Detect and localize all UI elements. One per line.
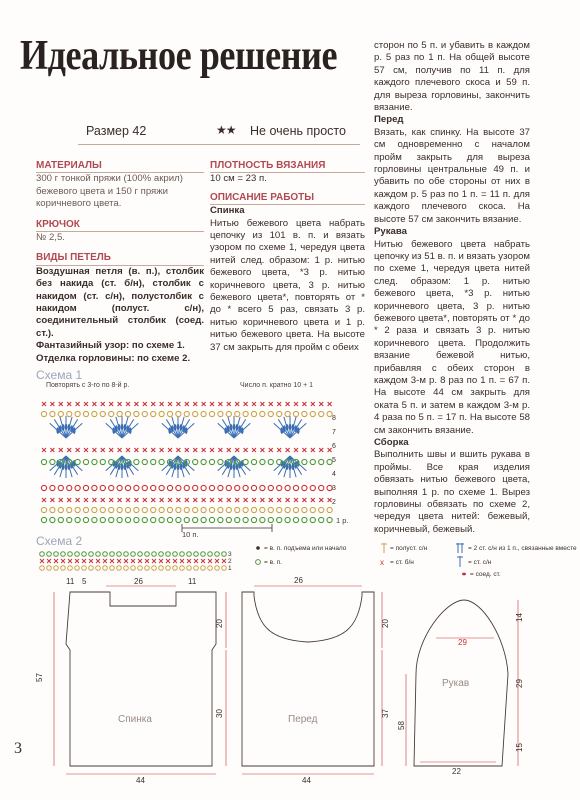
row-number: 2: [332, 499, 336, 506]
legend-dot-icon: [256, 546, 260, 550]
legend-text-1: = в. п.: [264, 559, 282, 566]
front-lower-height: 37: [381, 709, 390, 718]
back-shoulder-left: 11: [66, 577, 75, 586]
front-text: Вязать, как спинку. На высоте 37 см одновременно с началом пройм закрыть для выреза горловины центральные 49 п. и убавить по обе стороны от них в каждом р. 5 раз по 1 п. = 11 п. для каждого плечевого скоса. На высоте 57 см закончить вязание.: [374, 126, 530, 225]
materials-text: 300 г тонкой пряжи (100% акрил) бежевого цвета и 150 г пряжи коричневого цвета.: [36, 173, 183, 210]
materials-column: [36, 160, 204, 365]
sleeve-low-height: 15: [515, 743, 524, 752]
difficulty-stars: ★★: [216, 123, 236, 137]
back-armhole: 5: [82, 577, 87, 586]
page-number: 3: [14, 740, 22, 757]
front-top-height: 20: [381, 619, 390, 628]
scheme1-title: Схема 1: [36, 368, 83, 382]
row-number: 5: [332, 457, 336, 464]
back-width: 44: [136, 776, 145, 785]
row-number: 4: [332, 471, 336, 478]
gauge-text: 10 см = 23 п.: [210, 173, 267, 185]
scheme1-repeat-note: Повторять с 3-го по 8-й р.: [46, 382, 130, 389]
sleeve-text: Нитью бежевого цвета набрать цепочку из 51 в. п. и вязать узором по схеме 1, чередуя цвета нитей след. образом: 1 р. нитью бежевого цвета, *3 р. нитью коричневого цвета, 3 р. нитью бежевого цвета*, повторять от * до * 2 раза и связать 3 р. нитью коричневого цвета. Продолжить вязание бежевой нитью, прибавляя с обеих сторон в каждом 3-м р. 8 раз по 1 п. = 67 п. На высоте 44 см закрыть для оката 5 п. и затем в каждом 3-м р. 4 раза по 5 п. = 17 п. На высоте 58 см закончить вязание.: [374, 238, 531, 436]
legend-text-4: = 2 ст. с/н из 1 п., связанные вместе: [468, 545, 577, 552]
back-total-height: 57: [35, 673, 44, 682]
back-text: Нитью бежевого цвета набрать цепочку из 101 в. п. и вязать узором по схеме 1, чередуя цвета нитей след. образом: 1 р. нитью бежевого цвета, *3 р. нитью коричневого цвета, 3 р. нитью бежевого цвета*, повторять от * до * всего 5 раз, связать 3 р. нитью коричневого цвета и 1 р. нитью бежевого цвета. На высоте 37 см закрыть для пройм с обеих: [210, 217, 365, 353]
legend-ring-icon: [256, 560, 261, 565]
row-numbers: [332, 415, 336, 506]
garment-patterns: [36, 578, 556, 784]
fan-row-top: [50, 416, 307, 438]
legend-text-5: = ст. с/н: [468, 559, 492, 566]
sleeve-heading: Рукава: [374, 226, 407, 238]
scheme2-title: Схема 2: [36, 534, 83, 548]
scheme1-multiple-note: Число п. кратно 10 + 1: [240, 382, 314, 389]
front-width: 44: [302, 776, 311, 785]
legend-text-3: = ст. б/н: [390, 559, 414, 566]
hook-text: № 2,5.: [36, 232, 65, 244]
front-heading: Перед: [374, 114, 404, 126]
scheme1-chart: [36, 392, 366, 542]
back-piece-label: Спинка: [118, 714, 152, 725]
back-top-height: 20: [215, 619, 224, 628]
back-shoulder-right: 11: [188, 577, 197, 586]
front-piece-label: Перед: [288, 714, 318, 725]
scheme2-chart: [36, 548, 236, 574]
sleeve-cap-height: 14: [515, 613, 524, 622]
materials-heading: МАТЕРИАЛЫ: [36, 160, 204, 173]
continuation-column: [374, 40, 530, 536]
stitches-text: Воздушная петля (в. п.), столбик без накида (ст. б/н), столбик с накидом (ст. с/н), полустолбик с накидом (полуст. с/н), соединительный столбик (соед. ст.).: [36, 265, 204, 339]
legend-text-0: = в. п. подъема или начало: [264, 545, 347, 552]
work-heading: ОПИСАНИЕ РАБОТЫ: [210, 192, 365, 205]
scheme2-row-number: 3: [228, 551, 232, 558]
row-number: 3: [332, 485, 336, 492]
gauge-heading: ПЛОТНОСТЬ ВЯЗАНИЯ: [210, 160, 365, 173]
neck-trim-text: Отделка горловины: по схеме 2.: [36, 352, 191, 364]
legend: [252, 542, 577, 578]
sleeve-mid-height: 29: [515, 679, 524, 688]
assembly-text: Выполнить швы и вшить рукава в проймы. Все края изделия обвязать нитью бежевого цвета, выполняя 1 р. по схеме 1. Вырез горловины обвязать по схеме 2, чередуя цвета нитей: бежевый, коричневый, бежевый.: [374, 449, 530, 535]
legend-slst-icon: [462, 573, 466, 576]
front-neck-width: 26: [294, 576, 303, 585]
scheme2-row-number: 1: [228, 565, 232, 572]
sleeve-total-height: 58: [397, 721, 406, 730]
stitches-heading: ВИДЫ ПЕТЕЛЬ: [36, 252, 204, 265]
size-label: Размер 42: [86, 124, 147, 138]
legend-dc2tog-icon: [456, 543, 464, 553]
page-title: Идеальное решение: [20, 33, 338, 79]
legend-text-6: = соед. ст.: [470, 571, 501, 578]
sleeve-upper-width: 29: [458, 638, 467, 647]
size-difficulty-bar: [78, 124, 360, 139]
back-text-continued: сторон по 5 п. и убавить в каждом р. 5 раз по 1 п. На общей высоте 57 см, получив по 11 п. для каждого плечевого скоса и 59 п. для выреза горловины, закончить вязание.: [374, 40, 530, 114]
back-lower-height: 30: [215, 709, 224, 718]
front-outline: [242, 592, 374, 766]
row-number: 7: [332, 429, 336, 436]
repeat-width-label: 10 п.: [182, 530, 199, 539]
scheme2-row-number: 2: [228, 558, 232, 565]
difficulty-label: Не очень просто: [250, 124, 346, 138]
divider: [78, 144, 360, 145]
work-column: [210, 160, 365, 354]
start-row-label: 1 р.: [336, 516, 349, 525]
assembly-heading: Сборка: [374, 437, 409, 448]
back-outline: [66, 592, 216, 766]
back-neck-width: 26: [134, 577, 143, 586]
legend-sc-icon: x: [380, 558, 384, 567]
hook-heading: КРЮЧОК: [36, 219, 204, 232]
legend-text-2: = полуст. с/н: [390, 545, 428, 552]
fancy-pattern-text: Фантазийный узор: по схеме 1.: [36, 340, 185, 352]
row-number: 8: [332, 415, 336, 422]
row-number: 6: [332, 443, 336, 450]
sleeve-piece-label: Рукав: [442, 678, 470, 689]
back-heading: Спинка: [210, 205, 245, 217]
sleeve-lower-width: 22: [452, 767, 461, 776]
